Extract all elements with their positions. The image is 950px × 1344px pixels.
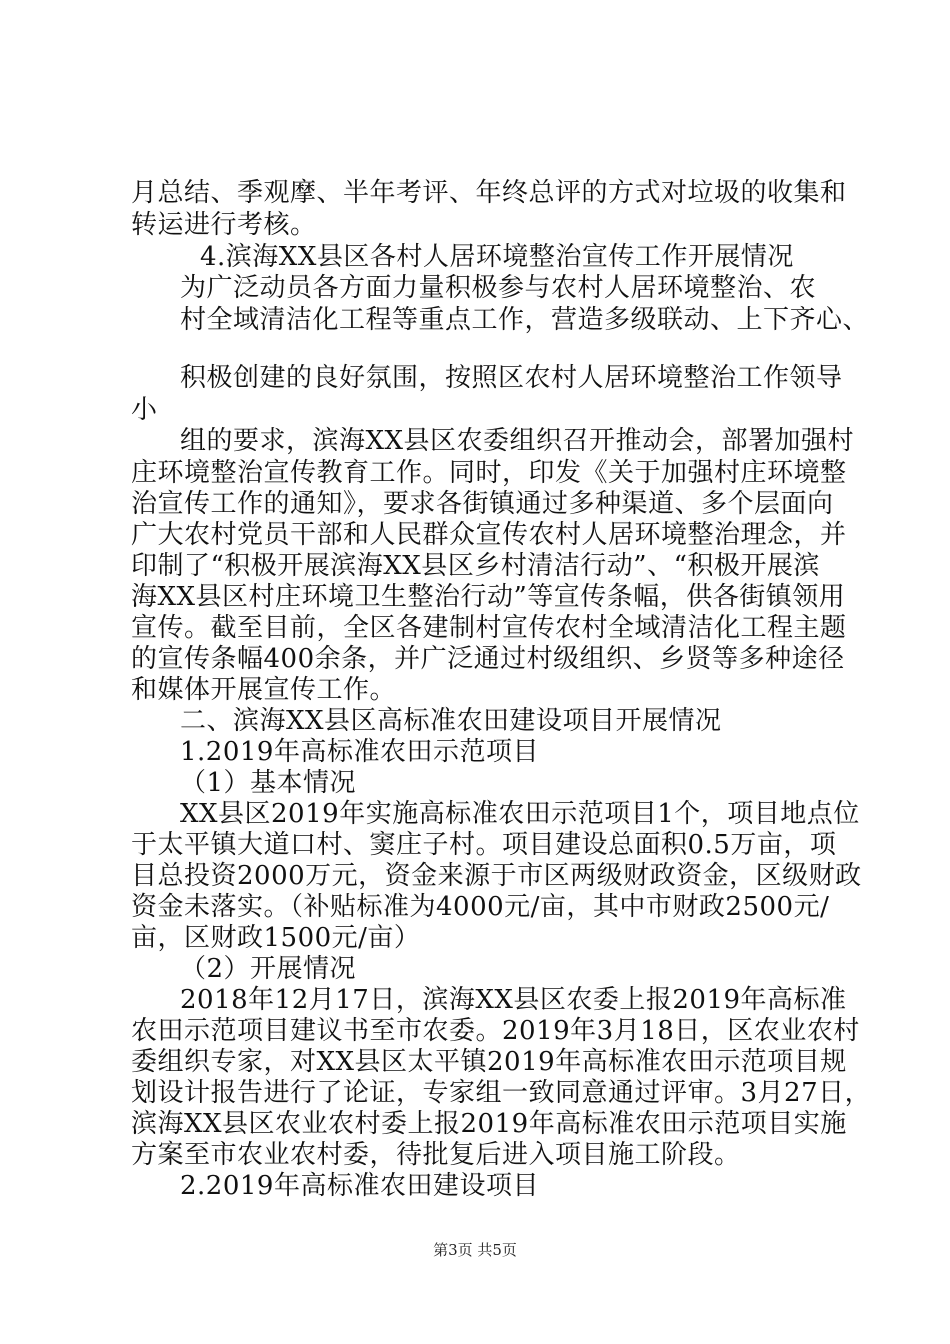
text-line: 亩，区财政1500元/亩） xyxy=(131,923,421,953)
text-line: 海XX县区村庄环境卫生整治行动”等宣传条幅，供各街镇领用 xyxy=(131,582,846,612)
text-line: 宣传。截至目前，全区各建制村宣传农村全域清洁化工程主题 xyxy=(131,613,847,643)
subsection-heading: 2.2019年高标准农田建设项目 xyxy=(180,1171,539,1201)
text-line: 广大农村党员干部和人民群众宣传农村人居环境整治理念，并 xyxy=(131,520,847,550)
subsection-heading: （1）基本情况 xyxy=(180,768,357,798)
text-line: 组的要求，滨海XX县区农委组织召开推动会，部署加强村 xyxy=(180,426,855,456)
text-line: 的宣传条幅400余条，并广泛通过村级组织、乡贤等多种途径 xyxy=(131,644,845,674)
text-line: 村全域清洁化工程等重点工作，营造多级联动、上下齐心、 xyxy=(180,305,870,335)
text-line: 目总投资2000万元，资金来源于市区两级财政资金，区级财政 xyxy=(131,861,862,891)
text-line: 于太平镇大道口村、窦庄子村。项目建设总面积0.5万亩，项 xyxy=(131,830,837,860)
text-line: 委组织专家，对XX县区太平镇2019年高标准农田示范项目规 xyxy=(131,1047,847,1077)
subsection-heading: （2）开展情况 xyxy=(180,954,357,984)
section-heading: 4.滨海XX县区各村人居环境整治宣传工作开展情况 xyxy=(200,242,794,272)
subsection-heading: 1.2019年高标准农田示范项目 xyxy=(180,737,539,767)
text-line: 划设计报告进行了论证，专家组一致同意通过评审。3月27日， xyxy=(131,1078,872,1108)
text-line: 为广泛动员各方面力量积极参与农村人居环境整治、农 xyxy=(180,273,817,303)
text-line: 小 xyxy=(131,395,158,425)
section-heading: 二、滨海XX县区高标准农田建设项目开展情况 xyxy=(180,706,722,736)
page-number-footer: 第3页 共5页 xyxy=(433,1241,517,1259)
text-line: 月总结、季观摩、半年考评、年终总评的方式对垃圾的收集和 xyxy=(131,178,847,208)
text-line: 积极创建的良好氛围，按照区农村人居环境整治工作领导 xyxy=(180,363,843,393)
text-line: XX县区2019年实施高标准农田示范项目1个，项目地点位 xyxy=(180,799,860,829)
text-line: 印制了“积极开展滨海XX县区乡村清洁行动”、“积极开展滨 xyxy=(131,551,820,581)
text-line: 滨海XX县区农业农村委上报2019年高标准农田示范项目实施 xyxy=(131,1109,847,1139)
text-line: 方案至市农业农村委，待批复后进入项目施工阶段。 xyxy=(131,1140,741,1170)
text-line: 2018年12月17日，滨海XX县区农委上报2019年高标准 xyxy=(180,985,847,1015)
text-line: 转运进行考核。 xyxy=(131,210,317,240)
text-line: 农田示范项目建议书至市农委。2019年3月18日，区农业农村 xyxy=(131,1016,860,1046)
text-line: 治宣传工作的通知》，要求各街镇通过多种渠道、多个层面向 xyxy=(131,489,834,519)
text-line: 资金未落实。（补贴标准为4000元/亩，其中市财政2500元/ xyxy=(131,892,830,922)
text-line: 和媒体开展宣传工作。 xyxy=(131,675,397,705)
text-line: 庄环境整治宣传教育工作。同时，印发《关于加强村庄环境整 xyxy=(131,458,847,488)
